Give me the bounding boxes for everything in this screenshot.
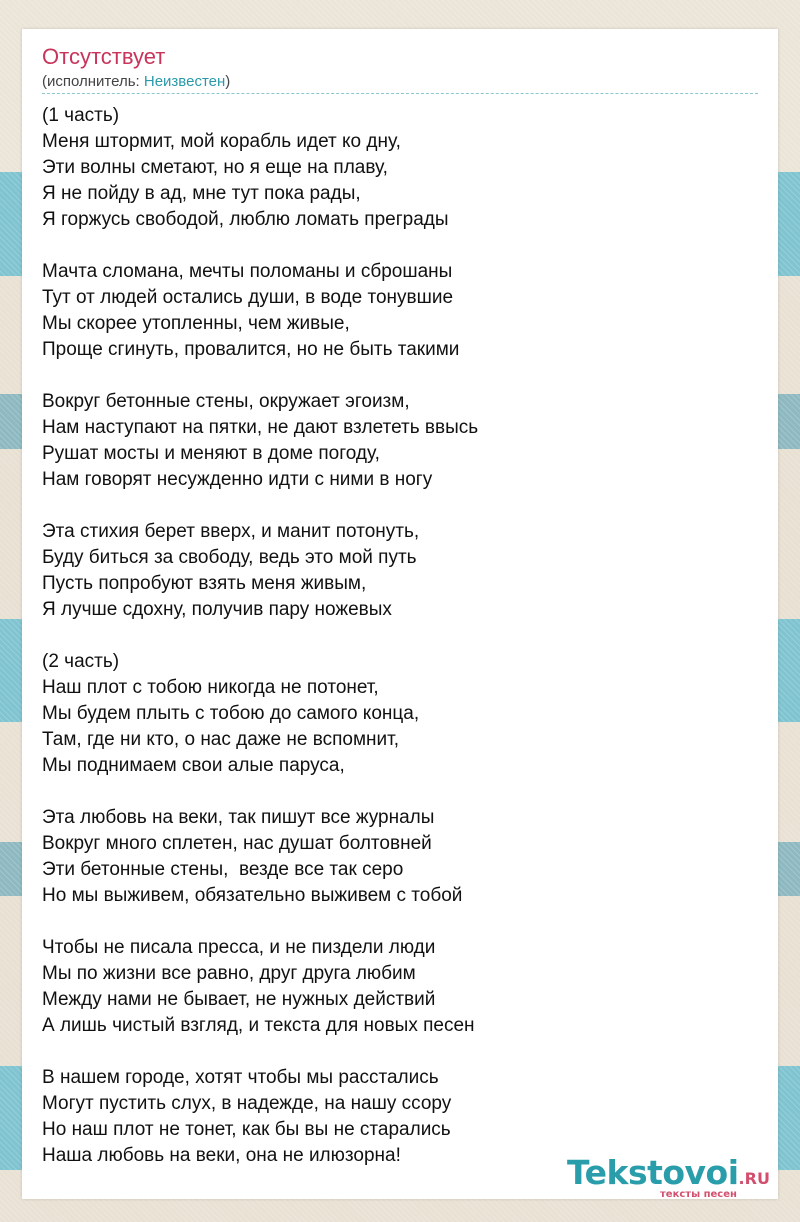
- artist-prefix: (исполнитель:: [42, 73, 144, 90]
- song-title: Отсутствует: [42, 44, 166, 69]
- logo-name: Tekstovoi: [567, 1153, 739, 1192]
- lyrics-card: [22, 29, 778, 1199]
- artist-link[interactable]: Неизвестен: [143, 73, 226, 90]
- artist-line: [42, 72, 230, 92]
- logo-tagline: тексты песен: [660, 1189, 737, 1200]
- title-divider: [42, 93, 758, 94]
- site-logo[interactable]: [567, 1153, 777, 1199]
- logo-tld: .RU: [738, 1169, 770, 1188]
- artist-suffix: ): [225, 73, 231, 90]
- lyrics-text: (1 часть) Меня штормит, мой корабль идет ко дну, Эти волны сметают, но я еще на плаву, Я не пойду в ад, мне тут пока рады, Я горжусь свободой, люблю ломать преграды Мачта сломана, мечты поломаны и сброшаны Тут от людей остались души, в воде тонувшие Мы скорее утопленны, чем живые, Проще сгинуть, провалится, но не быть такими Вокруг бетонные стены, окружает эгоизм, Нам наступают на пятки, не дают взлететь ввысь Рушат мосты и меняют в доме погоду, Нам говорят несужденно идти с ними в ногу Эта стихия берет вверх, и манит потонуть, Буду биться за свободу, ведь это мой путь Пусть попробуют взять меня живым, Я лучше сдохну, получив пару ножевых (2 часть) Наш плот с тобою никогда не потонет, Мы будем плыть с тобою до самого конца, Там, где ни кто, о нас даже не вспомнит, Мы поднимаем свои алые паруса, Эта любовь на веки, так пишут все журналы Вокруг много сплетен, нас душат болтовней Эти бетонные стены, везде все так серо Но мы выживем, обязательно выживем с тобой Чтобы не писала пресса, и не пиздели люди Мы по жизни все равно, друг друга любим Между нами не бывает, не нужных действий А лишь чистый взгляд, и текста для новых песен В нашем городе, хотят чтобы мы расстались Могут пустить слух, в надежде, на нашу ссору Но наш плот не тонет, как бы вы не старались Наша любовь на веки, она не илюзорна!: [42, 105, 479, 1166]
